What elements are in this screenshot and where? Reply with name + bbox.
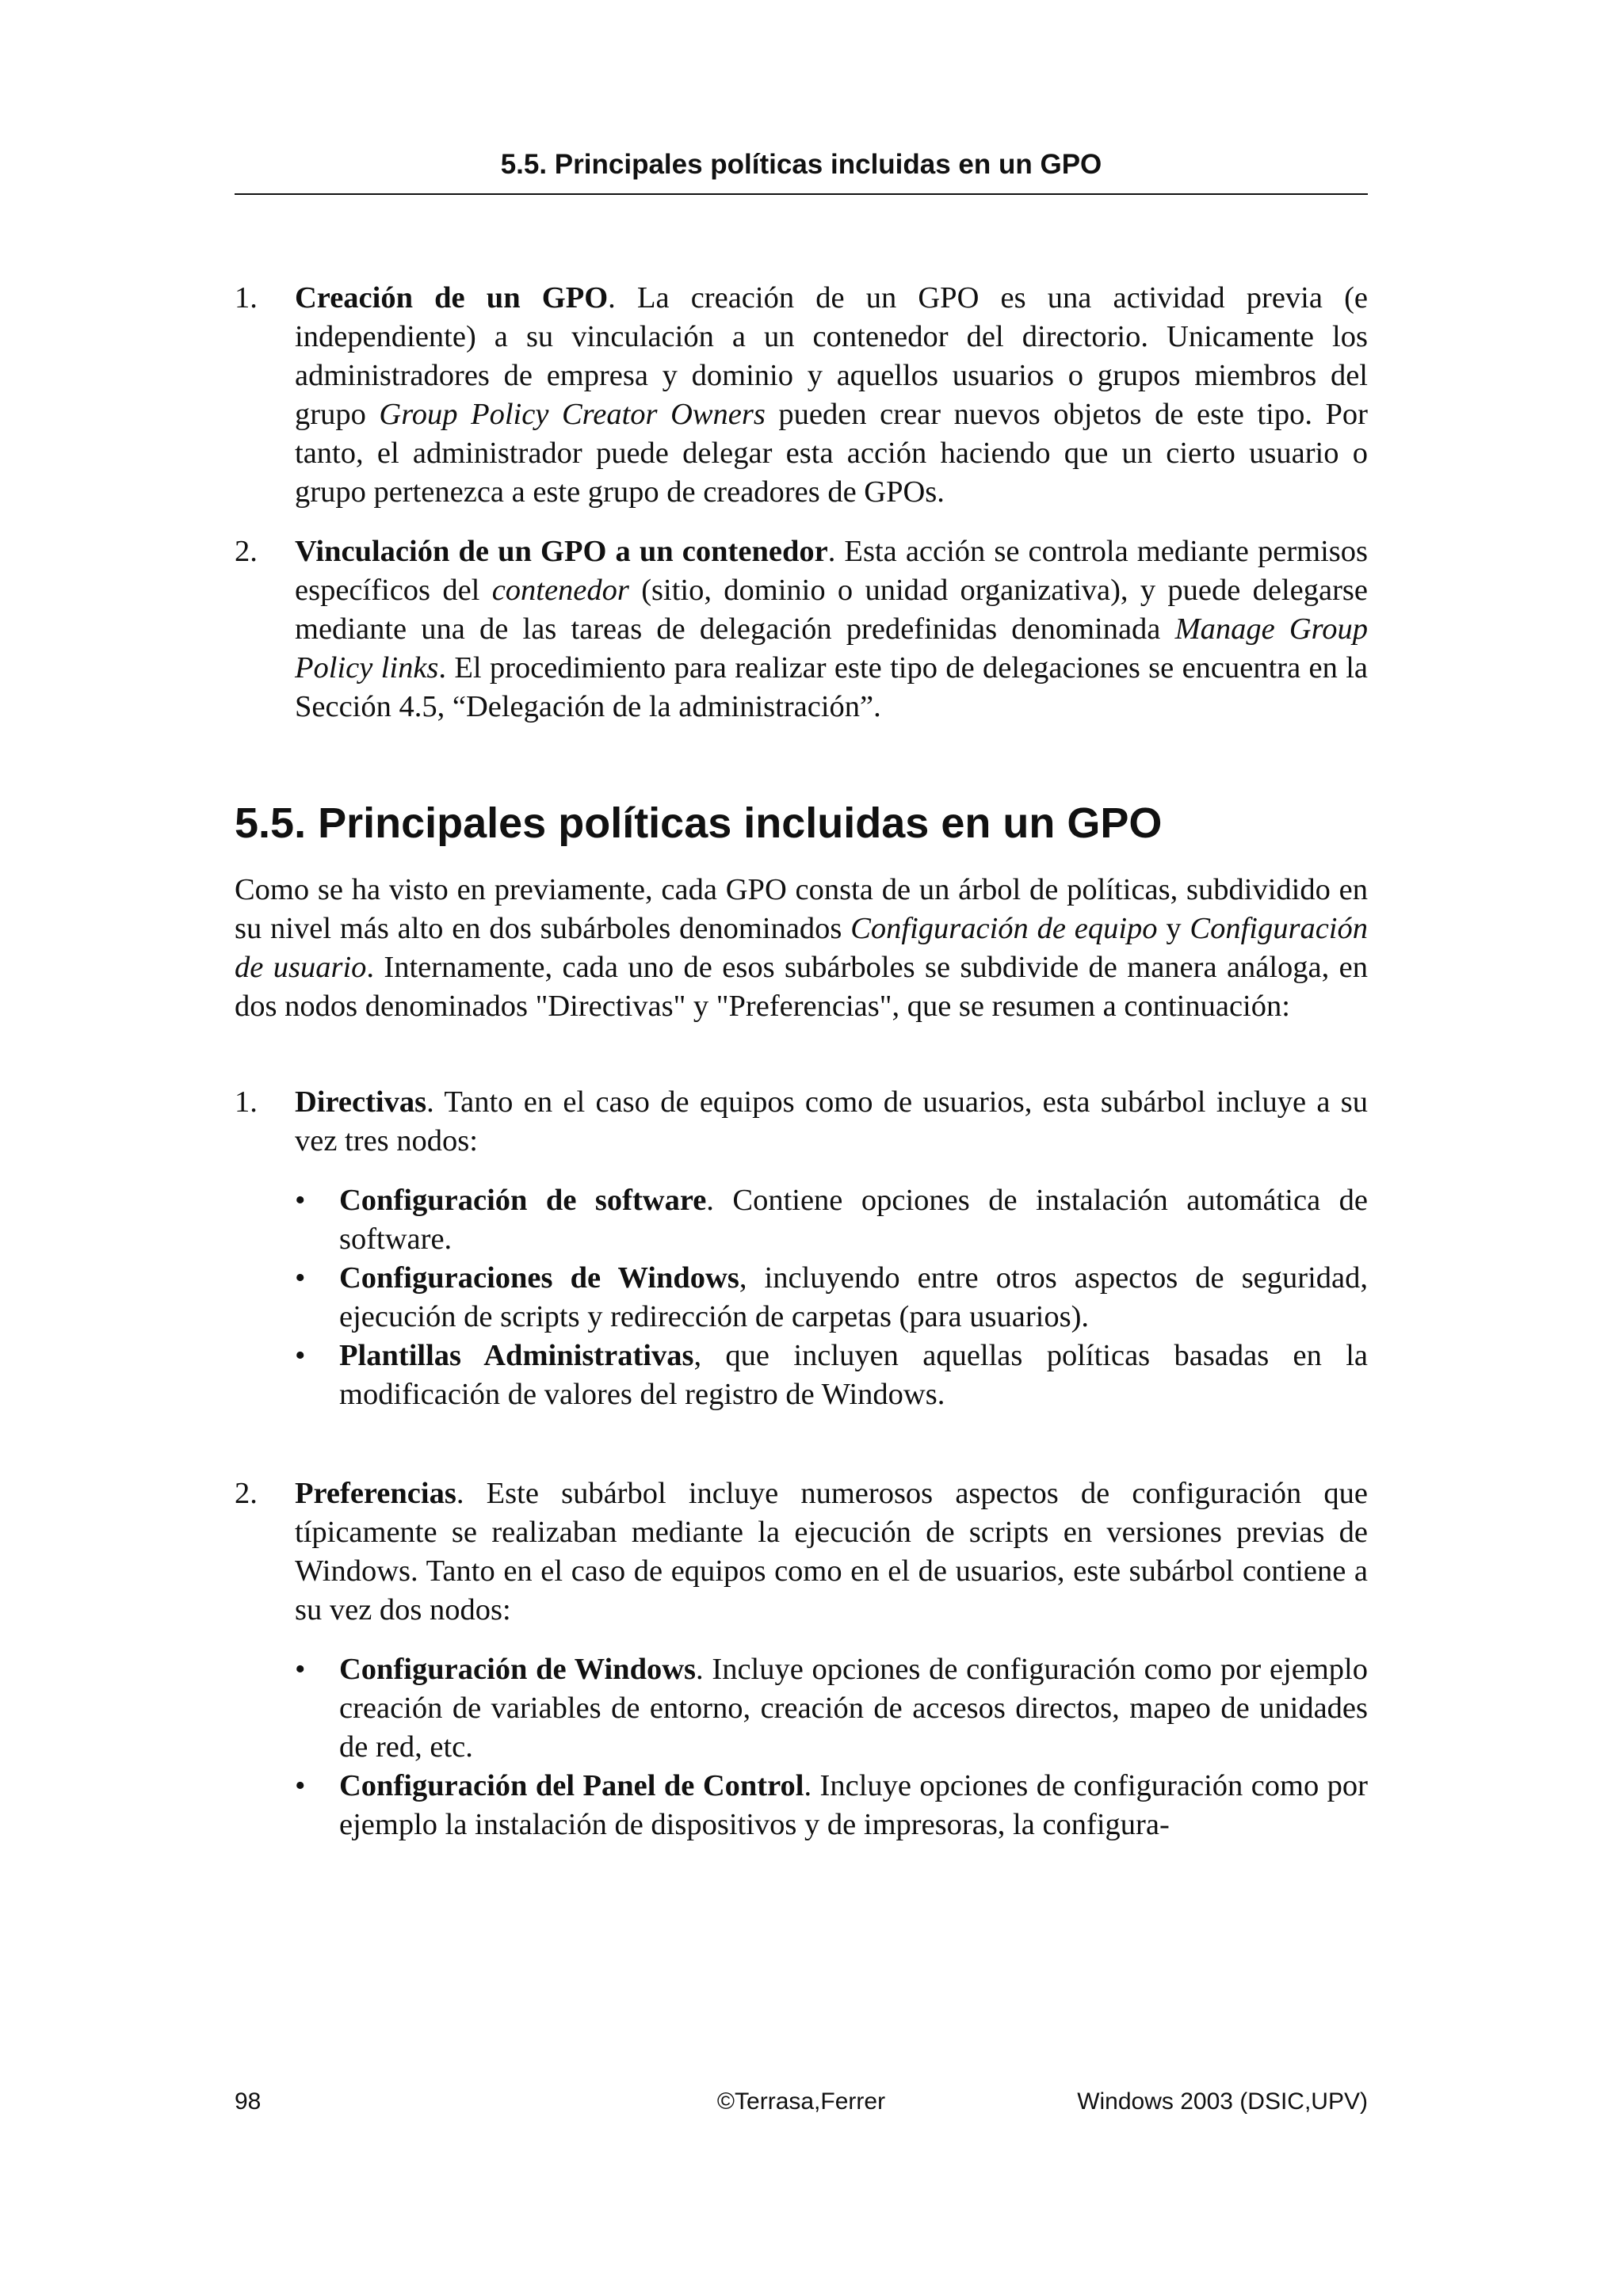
emphasis: Configuración de usuario: [235, 912, 1368, 984]
term: Creación de un GPO: [295, 281, 609, 315]
page-content: [235, 279, 1368, 1844]
list-number: 1.: [235, 281, 258, 315]
intro-paragraph: [235, 871, 1368, 1026]
bullet-dot: •: [295, 1261, 306, 1295]
bullet-item: [295, 1337, 1368, 1414]
emphasis: Group Policy Creator Owners: [379, 398, 766, 431]
bullet-item: [295, 1767, 1368, 1844]
bullet-dot: •: [295, 1339, 306, 1372]
bullet-text: . Contiene opciones de instalación automática de software.: [339, 1184, 1368, 1256]
term: Configuración de software: [339, 1184, 707, 1217]
list-item-directivas: [235, 1083, 1368, 1414]
list-number: 1.: [235, 1085, 258, 1119]
list-text: pueden crear nuevos objetos de este tipo. Por tanto, el administrador puede delegar esta acción haciendo que un cierto usuario o grupo pertenezca a este grupo de creadores de GPOs.: [295, 398, 1369, 509]
paragraph-text: . Internamente, cada uno de esos subárboles se subdivide de manera análoga, en dos nodos denominados "Directivas" y "Preferencias", que se resumen a continuación:: [235, 951, 1368, 1023]
term: Configuración de Windows: [339, 1653, 697, 1686]
term: Configuraciones de Windows: [339, 1261, 739, 1295]
list-number: 2.: [235, 535, 258, 568]
list-text: . Este subárbol incluye numerosos aspectos de configuración que típicamente se realizaban mediante la ejecución de scripts en versiones previas de Windows. Tanto en el caso de equipos como en el de usuarios, este subárbol contiene a su vez dos nodos:: [295, 1477, 1368, 1627]
section-heading: 5.5. Principales políticas incluidas en un GPO: [235, 799, 1163, 847]
bullet-list: [295, 1181, 1368, 1414]
list-item-preferencias: [235, 1474, 1368, 1844]
page-number: 98: [235, 2088, 262, 2115]
term: Plantillas Administrativas: [339, 1339, 694, 1372]
list-item-creacion-gpo: [235, 279, 1368, 512]
bullet-text: , incluyendo entre otros aspectos de seguridad, ejecución de scripts y redirección de carpetas (para usuarios).: [339, 1261, 1368, 1333]
bullet-item: [295, 1259, 1368, 1337]
list-number: 2.: [235, 1477, 258, 1510]
list-text: . El procedimiento para realizar este tipo de delegaciones se encuentra en la Sección 4.5, “Delegación de la administración”.: [295, 651, 1368, 723]
list-text: . Tanto en el caso de equipos como de usuarios, esta subárbol incluye a su vez tres nodos:: [295, 1085, 1368, 1158]
emphasis: Configuración de equipo: [850, 912, 1158, 945]
emphasis: contenedor: [491, 574, 629, 607]
bullet-dot: •: [295, 1184, 306, 1217]
term: Directivas: [295, 1085, 427, 1119]
list-text: (sitio, dominio o unidad organizativa), y puede delegarse mediante una de las tareas de delegación predefinidas denominada: [295, 574, 1368, 646]
bullet-text: , que incluyen aquellas políticas basadas en la modificación de valores del registro de Windows.: [339, 1339, 1368, 1411]
term: Preferencias: [295, 1477, 456, 1510]
running-header: 5.5. Principales políticas incluidas en un GPO: [500, 149, 1102, 180]
list-item-vinculacion-gpo: [235, 532, 1368, 727]
paragraph-text: y: [1157, 912, 1190, 945]
term: Configuración del Panel de Control: [339, 1769, 804, 1802]
bullet-list: [295, 1650, 1368, 1844]
bullet-text: . Incluye opciones de configuración como por ejemplo creación de variables de entorno, creación de accesos directos, mapeo de unidades de red, etc.: [339, 1653, 1368, 1764]
list-text: . Esta acción se controla mediante permisos específicos del: [295, 535, 1369, 607]
bullet-text: . Incluye opciones de configuración como por ejemplo la instalación de dispositivos y de impresoras, la configura-: [339, 1769, 1369, 1841]
emphasis: Manage Group Policy links: [295, 612, 1368, 685]
book-title: Windows 2003 (DSIC,UPV): [1077, 2088, 1368, 2115]
bullet-item: [295, 1181, 1368, 1259]
paragraph-text: Como se ha visto en previamente, cada GPO consta de un árbol de políticas, subdividido en su nivel más alto en dos subárboles denominados: [235, 873, 1368, 945]
copyright: ©Terrasa,Ferrer: [716, 2088, 886, 2115]
term: Vinculación de un GPO a un contenedor: [295, 535, 828, 568]
bullet-dot: •: [295, 1653, 306, 1686]
list-text: . La creación de un GPO es una actividad previa (e independiente) a su vinculación a un contenedor del directorio. Unicamente los administradores de empresa y dominio y aquellos usuarios o grupos miembros del grupo: [295, 281, 1368, 431]
header-rule: [235, 193, 1368, 195]
bullet-dot: •: [295, 1769, 306, 1802]
bullet-item: [295, 1650, 1368, 1767]
